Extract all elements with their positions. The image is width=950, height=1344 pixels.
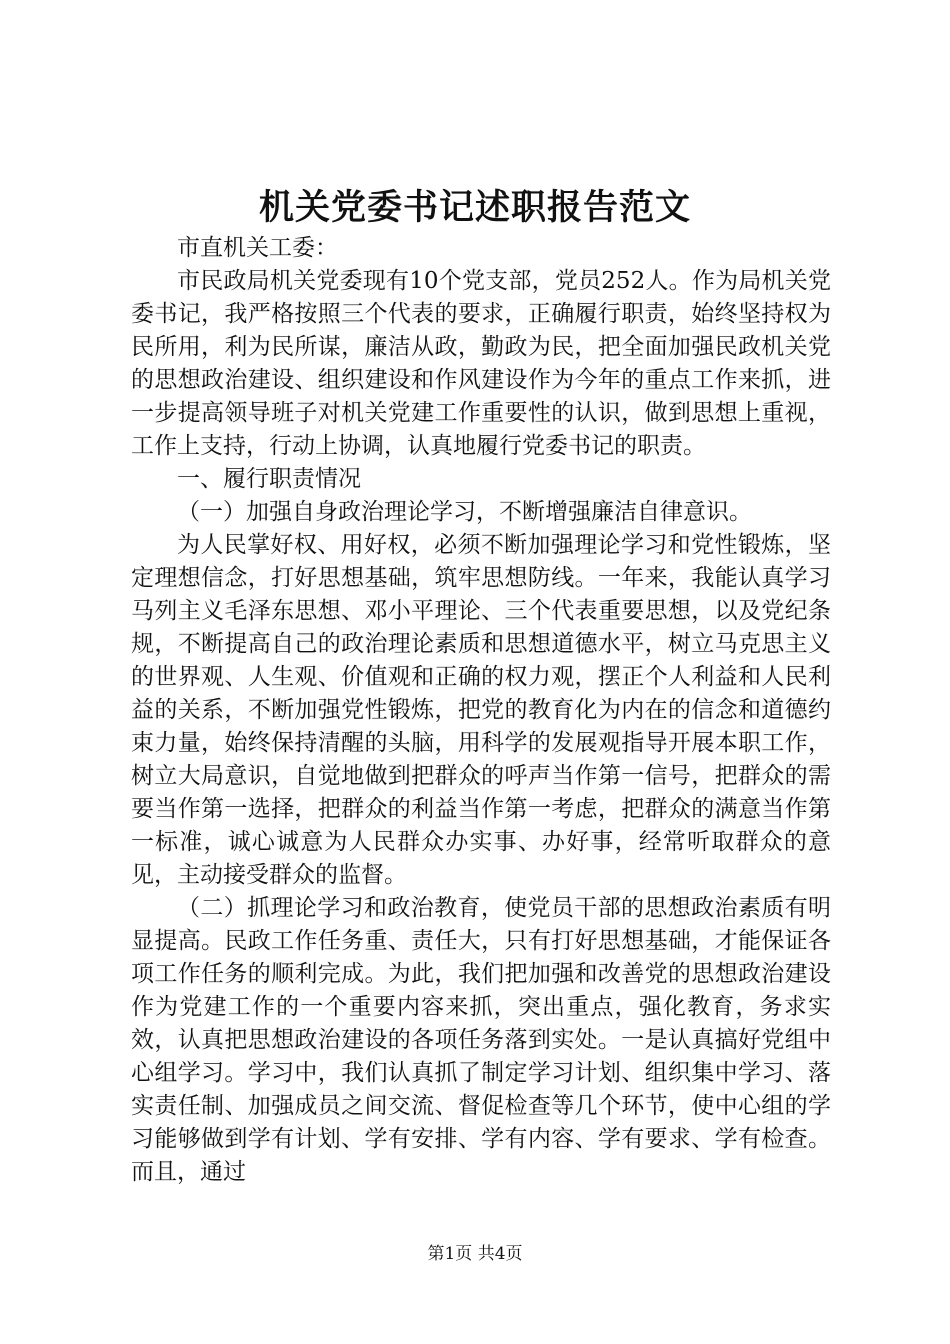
salutation: 市直机关工委：	[177, 235, 338, 261]
section-heading: 一、履行职责情况	[177, 466, 361, 492]
paragraph-body-1: 为人民掌好权、用好权，必须不断加强理论学习和党性锻炼，坚定理想信念，打好思想基础，筑牢思想防线。一年来，我能认真学习马列主义毛泽东思想、邓小平理论、三个代表重要思想，以及党纪条规，不断提高自己的政治理论素质和思想道德水平，树立马克思主义的世界观、人生观、价值观和正确的权力观，摆正个人利益和人民利益的关系，不断加强党性锻炼，把党的教育化为内在的信念和道德约束力量，始终保持清醒的头脑，用科学的发展观指导开展本职工作，树立大局意识，自觉地做到把群众的呼声当作第一信号，把群众的需要当作第一选择，把群众的利益当作第一考虑，把群众的满意当作第一标准，诚心诚意为人民群众办实事、办好事，经常听取群众的意见，主动接受群众的监督。	[131, 532, 831, 888]
paragraph-intro: 市民政局机关党委现有10个党支部，党员252人。作为局机关党委书记，我严格按照三个代表的要求，正确履行职责，始终坚持权为民所用，利为民所谋，廉洁从政，勤政为民，把全面加强民政机关党的思想政治建设、组织建设和作风建设作为今年的重点工作来抓，进一步提高领导班子对机关党建工作重要性的认识，做到思想上重视，工作上支持，行动上协调，认真地履行党委书记的职责。	[131, 268, 831, 459]
paragraph-body-2: （二）抓理论学习和政治教育，使党员干部的思想政治素质有明显提高。民政工作任务重、责任大，只有打好思想基础，才能保证各项工作任务的顺利完成。为此，我们把加强和改善党的思想政治建设作为党建工作的一个重要内容来抓，突出重点，强化教育，务求实效，认真把思想政治建设的各项任务落到实处。一是认真搞好党组中心组学习。学习中，我们认真抓了制定学习计划、组织集中学习、落实责任制、加强成员之间交流、督促检查等几个环节，使中心组的学习能够做到学有计划、学有安排、学有内容、学有要求、学有检查。而且，通过	[131, 895, 831, 1185]
page-footer: 第1页 共4页	[427, 1244, 523, 1264]
subsection-heading-1: （一）加强自身政治理论学习，不断增强廉洁自律意识。	[177, 499, 752, 525]
document-body	[131, 232, 831, 1189]
document-title: 机关党委书记述职报告范文	[258, 187, 691, 228]
